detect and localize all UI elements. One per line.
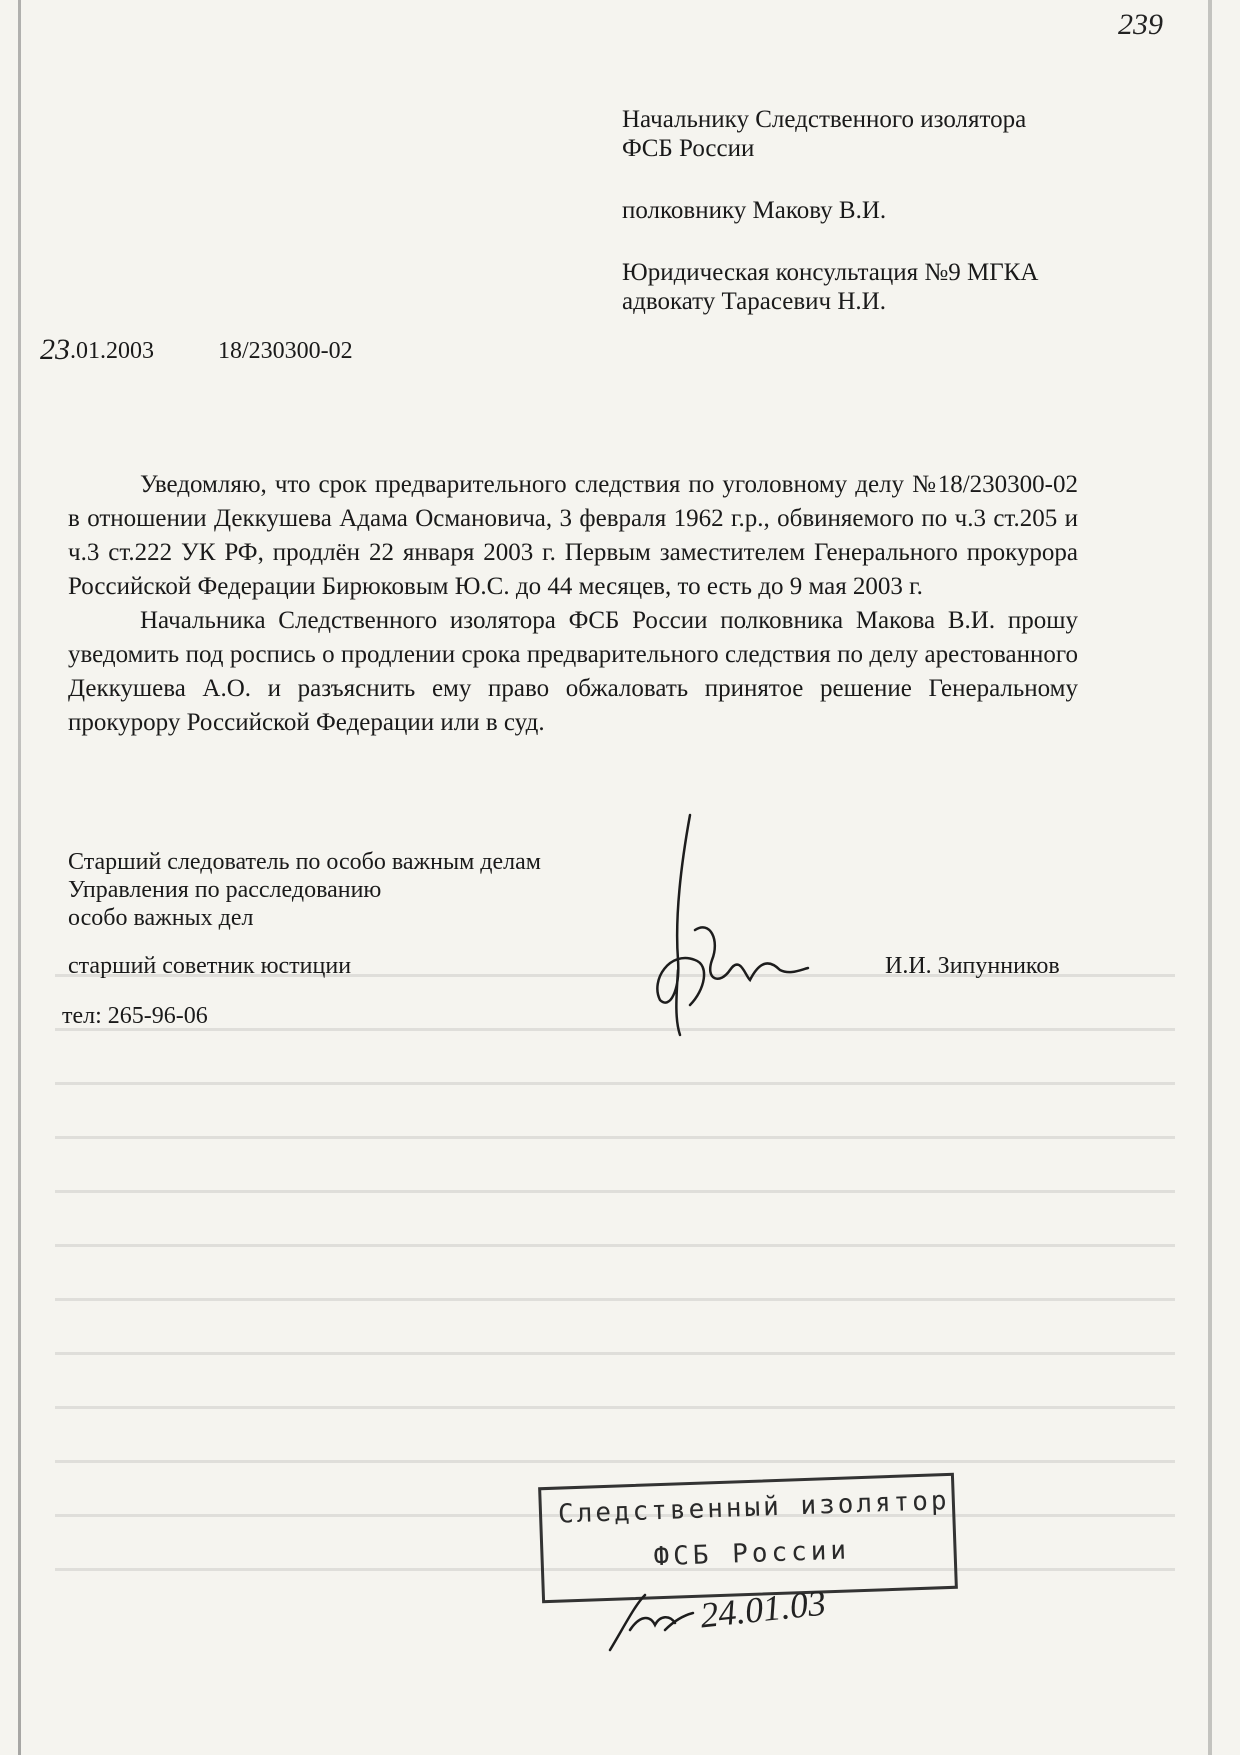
addressee-line: адвокату Тарасевич Н.И. [622, 288, 886, 315]
body-paragraph: Начальника Следственного изолятора ФСБ России полковника Макова В.И. прошу уведомить под роспись о продлении срока предварительного следствия по делу арестованного Деккушева А.О. и разъяснить ему право обжаловать принятое решение Генеральному прокурору Российской Федерации или в суд. [68, 607, 1078, 736]
handwritten-initials [605, 1585, 695, 1655]
rank: старший советник юстиции [68, 953, 352, 979]
phone: тел: 265-96-06 [62, 1003, 208, 1029]
stamp-text: Следственный изолятор [557, 1485, 951, 1530]
addressee-block [622, 105, 1038, 316]
page-number: 239 [1118, 8, 1163, 41]
scan-edge [18, 0, 21, 1755]
registry-stamp [538, 1473, 958, 1603]
scan-edge [1208, 0, 1212, 1755]
title-line: Управления по расследованию [68, 877, 382, 903]
date-rest: .01.2003 [70, 338, 154, 364]
stamp-text: ФСБ России [653, 1535, 851, 1573]
signature-title-block [68, 848, 541, 932]
title-line: особо важных дел [68, 905, 254, 931]
document-number: 18/230300-02 [218, 338, 353, 364]
addressee-line: Юридическая консультация №9 МГКА [622, 259, 1039, 286]
addressee-line: Начальнику Следственного изолятора [622, 106, 1027, 133]
body-paragraph: Уведомляю, что срок предварительного следствия по уголовному делу №18/230300-02 в отношении Деккушева Адама Османовича, 3 февраля 1962 г.р., обвиняемого по ч.3 ст.205 и ч.3 ст.222 УК РФ, продлён 22 января 2003 г. Первым заместителем Генерального прокурора Российской Федерации Бирюковым Ю.С. до 44 месяцев, то есть до 9 мая 2003 г. [68, 471, 1078, 600]
letter-body [68, 468, 1078, 740]
handwritten-day: 23 [40, 333, 70, 366]
signer-name: И.И. Зипунников [885, 953, 1060, 979]
handwritten-signature [650, 810, 810, 1040]
title-line: Старший следователь по особо важным делам [68, 849, 541, 875]
addressee-line: ФСБ России [622, 135, 755, 162]
date-number-row [40, 333, 353, 372]
addressee-line: полковнику Макову В.И. [622, 197, 887, 224]
stamp-handwritten-date: 24.01.03 [698, 1582, 828, 1636]
